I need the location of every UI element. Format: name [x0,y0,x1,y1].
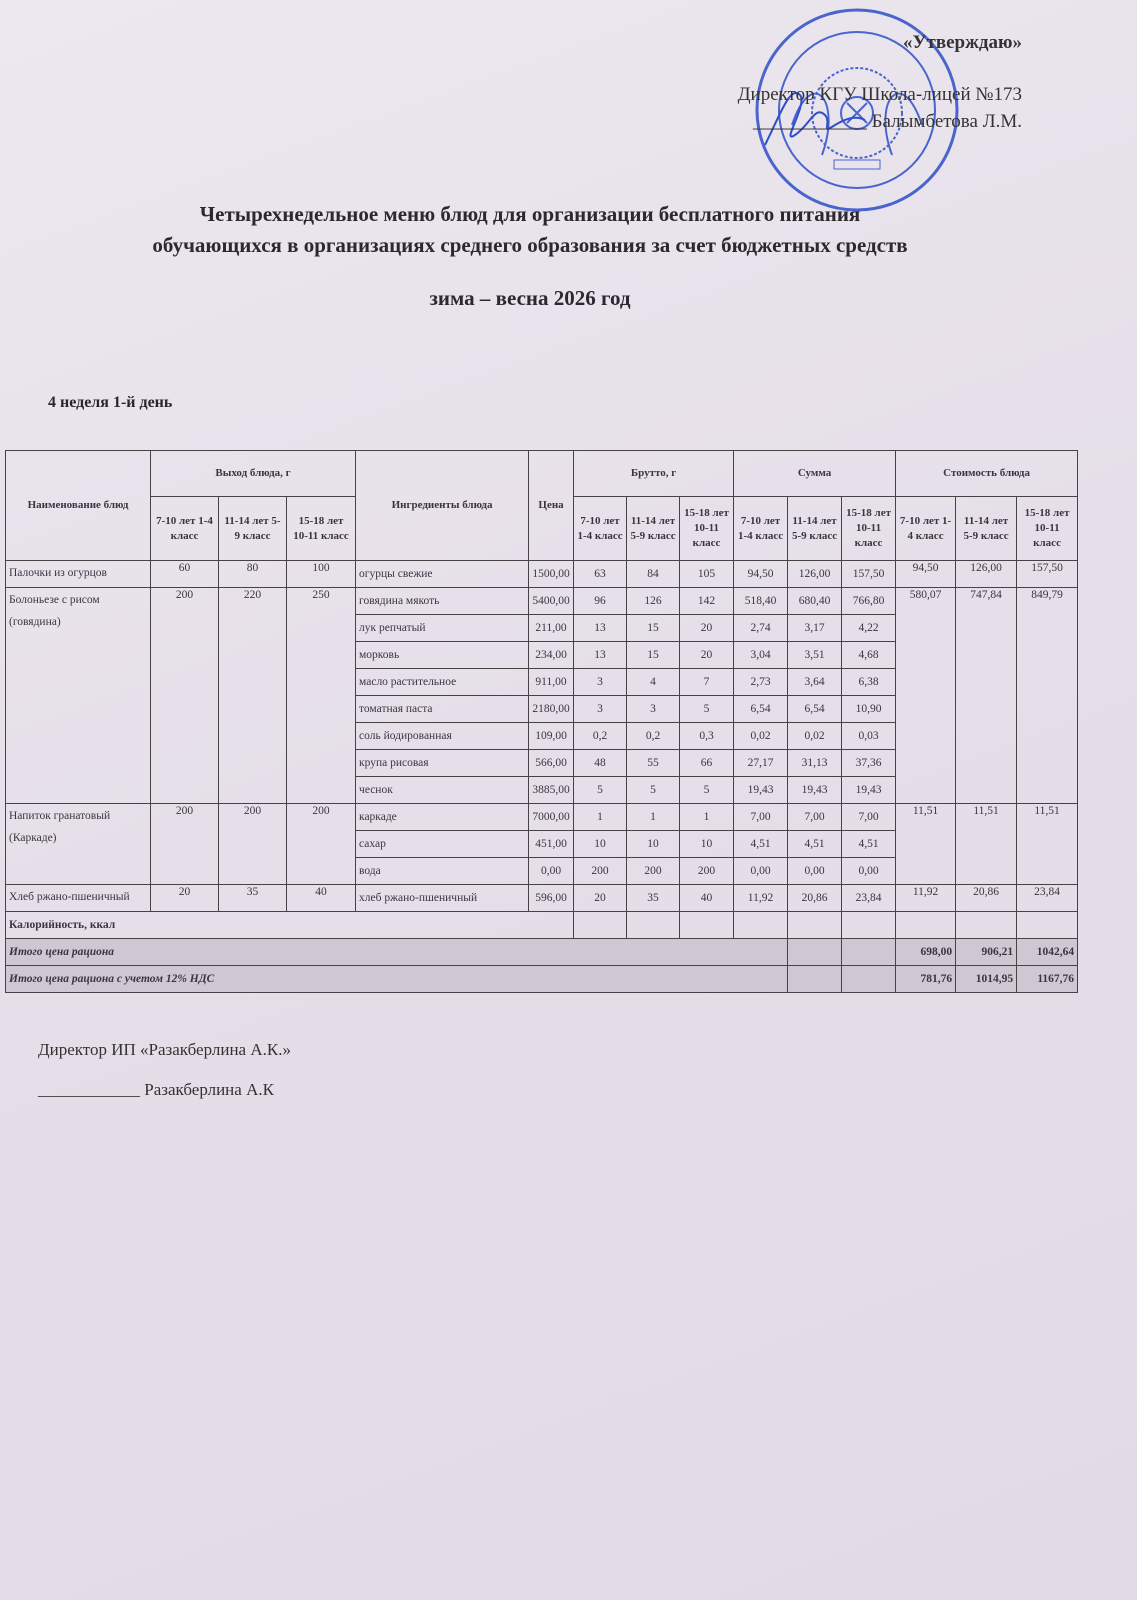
ingredient-sum: 19,43 [734,777,788,804]
title-line-2: обучающихся в организациях среднего образования за счет бюджетных средств [152,233,908,257]
ingredient-gross: 1 [574,804,627,831]
header-age-group: 7-10 лет 1-4 класс [574,497,627,561]
ingredient-gross: 20 [574,885,627,912]
ingredient-sum: 2,74 [734,615,788,642]
ingredient-gross: 15 [627,615,680,642]
ingredient-sum: 0,00 [842,858,896,885]
ingredient-gross: 200 [680,858,734,885]
table-row [6,804,1078,831]
ingredient-gross: 48 [574,750,627,777]
dish-yield: 200 [151,804,219,885]
calories-label: Калорийность, ккал [6,912,574,939]
ingredient-gross: 3 [627,696,680,723]
ingredient-price: 566,00 [529,750,574,777]
dish-cost: 94,50 [896,561,956,588]
dish-yield: 200 [151,588,219,804]
ingredient-sum: 3,64 [788,669,842,696]
dish-yield: 220 [219,588,287,804]
footer-position: Директор ИП «Разакберлина А.К.» [38,1040,291,1059]
total-label: Итого цена рациона с учетом 12% НДС [6,966,788,993]
ingredient-name: томатная паста [356,696,529,723]
dish-cost: 580,07 [896,588,956,804]
ingredient-gross: 66 [680,750,734,777]
dish-cost: 11,51 [956,804,1017,885]
ingredient-name: морковь [356,642,529,669]
ingredient-sum: 2,73 [734,669,788,696]
ingredient-gross: 0,2 [574,723,627,750]
dish-yield: 35 [219,885,287,912]
ingredient-sum: 4,51 [788,831,842,858]
dish-yield: 200 [287,804,356,885]
ingredient-sum: 518,40 [734,588,788,615]
ingredient-price: 911,00 [529,669,574,696]
header-age-group: 11-14 лет 5-9 класс [956,497,1017,561]
ingredient-gross: 0,3 [680,723,734,750]
header-cost: Стоимость блюда [896,451,1078,497]
dish-name: Болоньезе с рисом (говядина) [6,588,151,804]
ingredient-gross: 0,2 [627,723,680,750]
ingredient-sum: 0,00 [788,858,842,885]
header-age-group: 11-14 лет 5-9 класс [788,497,842,561]
approval-heading: «Утверждаю» [903,32,1022,53]
ingredient-gross: 3 [574,669,627,696]
ingredient-price: 596,00 [529,885,574,912]
ingredient-price: 3885,00 [529,777,574,804]
ingredient-name: лук репчатый [356,615,529,642]
ingredient-sum: 126,00 [788,561,842,588]
header-age-group: 15-18 лет 10-11 класс [842,497,896,561]
ingredient-gross: 35 [627,885,680,912]
ingredient-name: чеснок [356,777,529,804]
ingredient-sum: 3,51 [788,642,842,669]
calories-value [627,912,680,939]
ingredient-gross: 126 [627,588,680,615]
dish-yield: 60 [151,561,219,588]
ingredient-gross: 142 [680,588,734,615]
header-yield: Выход блюда, г [151,451,356,497]
ingredient-price: 451,00 [529,831,574,858]
ingredient-gross: 13 [574,642,627,669]
table-row [6,561,1078,588]
ingredient-sum: 10,90 [842,696,896,723]
ingredient-price: 0,00 [529,858,574,885]
ingredient-sum: 4,22 [842,615,896,642]
ingredient-gross: 55 [627,750,680,777]
dish-name: Напиток гранатовый (Каркаде) [6,804,151,885]
ingredient-sum: 6,54 [788,696,842,723]
ingredient-sum: 94,50 [734,561,788,588]
dish-name: Хлеб ржано-пшеничный [6,885,151,912]
ingredient-sum: 4,68 [842,642,896,669]
total-value: 1042,64 [1017,939,1078,966]
menu-table [5,450,1078,993]
dish-cost: 11,92 [896,885,956,912]
ingredient-name: масло растительное [356,669,529,696]
dish-cost: 11,51 [1017,804,1078,885]
dish-yield: 250 [287,588,356,804]
total-value: 698,00 [896,939,956,966]
total-value: 1167,76 [1017,966,1078,993]
header-age-group: 15-18 лет 10-11 класс [1017,497,1078,561]
dish-cost: 849,79 [1017,588,1078,804]
ingredient-name: сахар [356,831,529,858]
ingredient-name: крупа рисовая [356,750,529,777]
approval-signature: ____________ Балымбетова Л.М. [752,111,1022,132]
header-sum: Сумма [734,451,896,497]
header-age-group: 11-14 лет 5-9 класс [627,497,680,561]
ingredient-price: 234,00 [529,642,574,669]
ingredient-sum: 31,13 [788,750,842,777]
day-label: 4 неделя 1-й день [48,394,173,411]
ingredient-name: каркаде [356,804,529,831]
ingredient-gross: 13 [574,615,627,642]
ingredient-name: огурцы свежие [356,561,529,588]
ingredient-sum: 680,40 [788,588,842,615]
ingredient-gross: 105 [680,561,734,588]
ingredient-name: хлеб ржано-пшеничный [356,885,529,912]
ingredient-gross: 4 [627,669,680,696]
ingredient-gross: 3 [574,696,627,723]
ingredient-sum: 0,02 [788,723,842,750]
ingredient-sum: 766,80 [842,588,896,615]
dish-name: Палочки из огурцов [6,561,151,588]
ingredient-sum: 37,36 [842,750,896,777]
dish-cost: 20,86 [956,885,1017,912]
header-ingredients: Ингредиенты блюда [356,451,529,561]
dish-cost: 23,84 [1017,885,1078,912]
calories-value [956,912,1017,939]
ingredient-gross: 200 [627,858,680,885]
ingredient-gross: 5 [574,777,627,804]
total-empty [842,939,896,966]
approval-position: Директор КГУ Школа-лицей №173 [737,84,1022,105]
dish-cost: 126,00 [956,561,1017,588]
ingredient-sum: 3,04 [734,642,788,669]
ingredient-price: 5400,00 [529,588,574,615]
dish-cost: 747,84 [956,588,1017,804]
header-age-group: 7-10 лет 1-4 класс [896,497,956,561]
ingredient-gross: 84 [627,561,680,588]
dish-yield: 80 [219,561,287,588]
total-row [6,939,1078,966]
table-row [6,885,1078,912]
header-age-group: 15-18 лет 10-11 класс [287,497,356,561]
ingredient-price: 211,00 [529,615,574,642]
total-empty [842,966,896,993]
dish-yield: 20 [151,885,219,912]
ingredient-sum: 7,00 [788,804,842,831]
ingredient-sum: 3,17 [788,615,842,642]
ingredient-gross: 7 [680,669,734,696]
ingredient-gross: 15 [627,642,680,669]
ingredient-gross: 5 [680,696,734,723]
footer-signature: ____________ Разакберлина А.К [38,1080,274,1099]
ingredient-price: 7000,00 [529,804,574,831]
header-age-group: 7-10 лет 1-4 класс [151,497,219,561]
header-gross: Брутто, г [574,451,734,497]
calories-value [788,912,842,939]
ingredient-gross: 10 [627,831,680,858]
ingredient-sum: 19,43 [842,777,896,804]
ingredient-sum: 0,00 [734,858,788,885]
ingredient-name: говядина мякоть [356,588,529,615]
calories-value [896,912,956,939]
ingredient-gross: 63 [574,561,627,588]
ingredient-gross: 1 [627,804,680,831]
ingredient-gross: 10 [680,831,734,858]
total-empty [788,966,842,993]
ingredient-sum: 0,02 [734,723,788,750]
total-value: 781,76 [896,966,956,993]
ingredient-sum: 6,54 [734,696,788,723]
header-age-group: 7-10 лет 1-4 класс [734,497,788,561]
ingredient-sum: 0,03 [842,723,896,750]
ingredient-sum: 7,00 [734,804,788,831]
ingredient-sum: 157,50 [842,561,896,588]
ingredient-sum: 7,00 [842,804,896,831]
table-row [6,588,1078,615]
ingredient-gross: 20 [680,642,734,669]
ingredient-gross: 1 [680,804,734,831]
total-row [6,966,1078,993]
ingredient-sum: 4,51 [734,831,788,858]
total-empty [788,939,842,966]
dish-cost: 11,51 [896,804,956,885]
ingredient-gross: 40 [680,885,734,912]
ingredient-gross: 5 [680,777,734,804]
title-season: зима – весна 2026 год [429,286,631,310]
header-dish: Наименование блюд [6,451,151,561]
ingredient-gross: 200 [574,858,627,885]
ingredient-gross: 10 [574,831,627,858]
total-value: 1014,95 [956,966,1017,993]
dish-yield: 40 [287,885,356,912]
header-price: Цена [529,451,574,561]
ingredient-sum: 27,17 [734,750,788,777]
ingredient-sum: 20,86 [788,885,842,912]
ingredient-sum: 6,38 [842,669,896,696]
calories-value [1017,912,1078,939]
ingredient-name: соль йодированная [356,723,529,750]
calories-value [842,912,896,939]
calories-value [734,912,788,939]
dish-yield: 200 [219,804,287,885]
ingredient-name: вода [356,858,529,885]
calories-value [680,912,734,939]
ingredient-price: 2180,00 [529,696,574,723]
calories-value [574,912,627,939]
dish-yield: 100 [287,561,356,588]
total-label: Итого цена рациона [6,939,788,966]
ingredient-price: 109,00 [529,723,574,750]
ingredient-sum: 23,84 [842,885,896,912]
dish-cost: 157,50 [1017,561,1078,588]
total-value: 906,21 [956,939,1017,966]
ingredient-price: 1500,00 [529,561,574,588]
header-age-group: 11-14 лет 5-9 класс [219,497,287,561]
ingredient-sum: 19,43 [788,777,842,804]
ingredient-gross: 5 [627,777,680,804]
ingredient-gross: 20 [680,615,734,642]
header-age-group: 15-18 лет 10-11 класс [680,497,734,561]
ingredient-sum: 4,51 [842,831,896,858]
ingredient-sum: 11,92 [734,885,788,912]
title-line-1: Четырехнедельное меню блюд для организации бесплатного питания [199,202,861,226]
ingredient-gross: 96 [574,588,627,615]
